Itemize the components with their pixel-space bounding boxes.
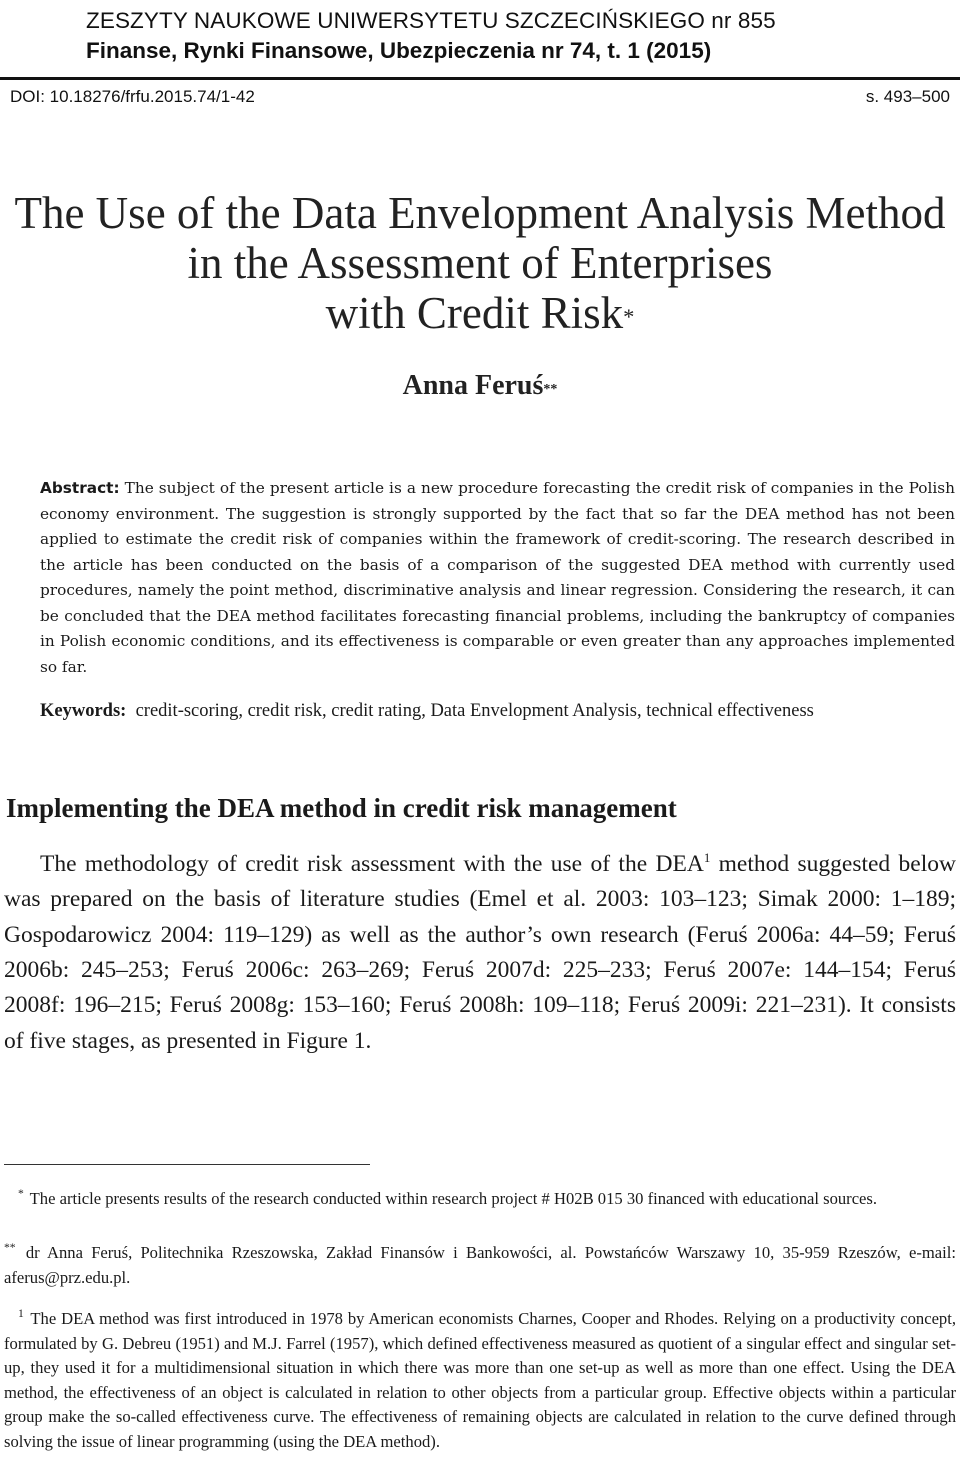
author-footnote-mark[interactable]: ** [543,382,558,397]
footnote-3 [4,1307,956,1454]
abstract [40,476,955,680]
title-line-3-text: with Credit Risk [325,288,624,338]
title-line-2: in the Assessment of Enterprises [187,238,773,288]
journal-header [86,6,776,66]
title-footnote-mark[interactable]: * [623,304,635,329]
body-text-rest: method suggested below was prepared on the basis of literature studies (Emel et al. 2003: 103–123; Simak 2000: 1–189; Gospodarowicz 2004: 119–129) as well as the author’s own research (Feruś 2006a: 44–59; Feruś 2006b: 245–253; Feruś 2006c: 263–269; Feruś 2007d: 225–233; Feruś 2007e: 144–154; Feruś 2008f: 196–215; Feruś 2008g: 153–160; Feruś 2008h: 109–118; Feruś 2009i: 221–231). It consists of five stages, as presented in Figure 1. [4,850,956,1054]
article-title [0,188,960,338]
page-range: s. 493–500 [865,87,950,106]
author [0,368,960,404]
footnote-mark: 1 [18,1307,24,1321]
title-line-3 [0,288,960,338]
title-line-1: The Use of the Data Envelopment Analysis Method [14,188,946,238]
keywords-label: Keywords: [40,701,127,721]
doi: DOI: 10.18276/frfu.2015.74/1-42 [10,87,255,106]
footnote-ref-1[interactable]: 1 [703,850,711,865]
footnote-2 [4,1241,956,1290]
footnote-mark: ** [4,1241,16,1255]
footnote-1 [4,1187,956,1212]
journal-series: Finanse, Rynki Finansowe, Ubezpieczenia nr 74, t. 1 (2015) [86,38,712,63]
footnote-mark: * [18,1187,24,1201]
doi-line [10,86,950,108]
header-rule [0,77,960,80]
body-paragraph [4,840,956,1059]
footnote-text: The article presents results of the research conducted within research project # H02B 015 30 financed with educational sources. [29,1189,878,1208]
keywords [40,698,955,724]
keywords-text: credit-scoring, credit risk, credit rating, Data Envelopment Analysis, technical effectiveness [135,701,814,721]
body-text-start: The methodology of credit risk assessment with the use of the DEA [40,850,704,877]
footnote-text: dr Anna Feruś, Politechnika Rzeszowska, Zakład Finansów i Bankowości, al. Powstańców Warszawy 10, 35-959 Rzeszów, e-mail: aferus@prz.edu.pl. [4,1243,956,1287]
footnote-text: The DEA method was first introduced in 1978 by American economists Charnes, Cooper and Rhodes. Relying on a productivity concept, formulated by G. Debreu (1951) and M.J. Farrel (1957), which defined effectiveness measured as quotient of a singular effect and singular set-up, they used it for a multidimensional situation in which there was more than one set-up as well as more than one effect. Using the DEA method, the effectiveness of an object is calculated in relation to other objects from a particular group. Effective objects within a particular group make the so-called effectiveness curve. The effectiveness of remaining objects are calculated in relation to the curve defined through solving the issue of linear programming (using the DEA method). [4,1309,956,1451]
section-heading: Implementing the DEA method in credit risk management [6,793,677,823]
abstract-text: The subject of the present article is a new procedure forecasting the credit risk of companies in the Polish economy environment. The suggestion is strongly supported by the fact that so far the DEA method has not been applied to estimate the credit risk of companies within the framework of credit-scoring. The research described in the article has been conducted on the basis of a comparison of the suggested DEA method with currently used procedures, namely the point method, discriminative analysis and linear regression. Considering the research, it can be concluded that the DEA method facilitates forecasting financial problems, including the bankruptcy of companies in Polish economic conditions, and its effectiveness is comparable or even greater than any approaches implemented so far. [40,479,955,676]
abstract-label: Abstract: [40,479,120,497]
journal-name: ZESZYTY NAUKOWE UNIWERSYTETU SZCZECIŃSKIEGO nr 855 [86,8,776,33]
author-name: Anna Feruś [402,370,544,401]
footnote-rule [4,1164,370,1165]
